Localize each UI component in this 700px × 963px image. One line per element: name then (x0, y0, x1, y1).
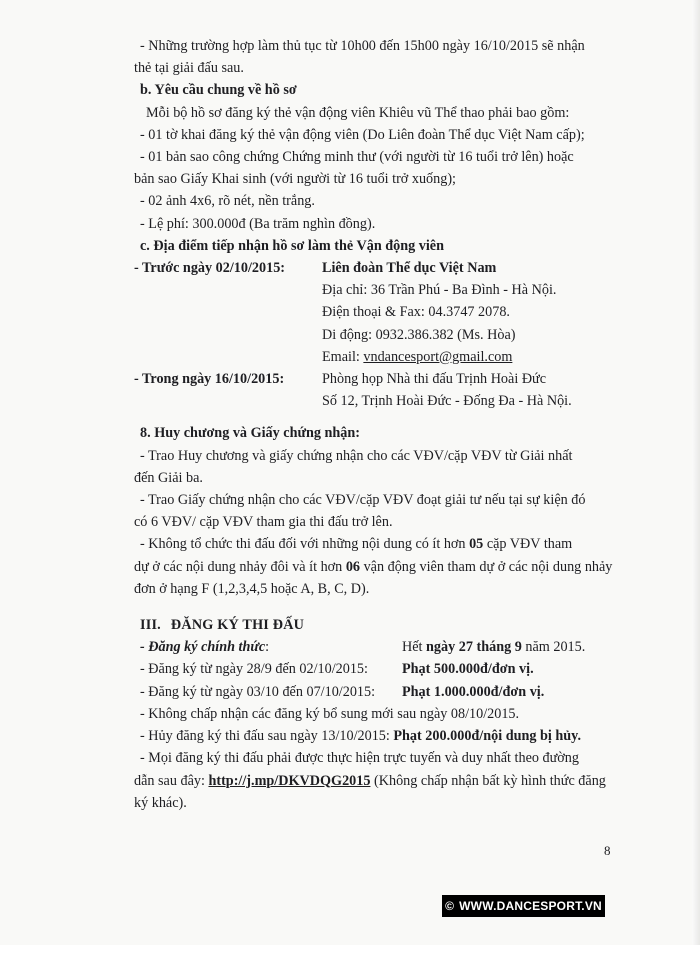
certificates-line-2: có 6 VĐV/ cặp VĐV tham gia thi đấu trở lên. (134, 514, 393, 531)
minimum-rule-line-2 (134, 556, 614, 578)
page-edge-shadow (692, 0, 700, 963)
late-registration-2-row (134, 681, 614, 703)
section-8-heading: 8. Huy chương và Giấy chứng nhận: (140, 425, 361, 442)
online-registration-line-2 (134, 770, 614, 792)
online-registration-suffix: (Không chấp nhận bất kỳ hình thức đăng (370, 772, 606, 789)
cancellation-label: - Hủy đăng ký thi đấu sau ngày 13/10/2015: (140, 728, 394, 745)
minimum-rule-line-3: đơn ở hạng F (1,2,3,4,5 hoặc A, B, C, D). (134, 580, 370, 597)
late-registration-2-label: - Đăng ký từ ngày 03/10 đến 07/10/2015: (140, 683, 376, 700)
federation-address: Địa chỉ: 36 Trần Phú - Ba Đình - Hà Nội. (322, 282, 557, 299)
minimum-pairs-count: 05 (469, 536, 484, 553)
deadline-day: ngày 27 (426, 639, 473, 656)
intro-line-1: - Những trường hợp làm thủ tục từ 10h00 đến 15h00 ngày 16/10/2015 sẽ nhận (140, 38, 585, 54)
medals-line-2: đến Giải ba. (134, 469, 203, 486)
page-number: 8 (604, 843, 611, 858)
section-c-heading: c. Địa điểm tiếp nhận hồ sơ làm thẻ Vận động viên (140, 237, 444, 254)
official-registration-label (134, 636, 396, 658)
section-b-intro: Mỗi bộ hồ sơ đăng ký thẻ vận động viên Khiêu vũ Thể thao phải bao gồm: (146, 104, 570, 121)
watermark-badge (442, 895, 605, 917)
federation-email-line (134, 346, 614, 368)
minimum-rule-text-d: vận động viên tham dự ở các nội dung nhảy (360, 558, 613, 575)
minimum-solo-count: 06 (345, 558, 361, 575)
section-3-heading (140, 614, 614, 636)
page-bottom-margin (0, 945, 700, 963)
section-b-item-2-line-1: - 01 bản sao công chứng Chứng minh thư (với người từ 16 tuổi trở lên) hoặc (140, 149, 574, 166)
section-b-item-2-line-2: bản sao Giấy Khai sinh (với người từ 16 tuổi trở xuống); (134, 171, 456, 188)
before-date-row (134, 257, 614, 279)
official-deadline (396, 636, 585, 658)
online-registration-line-3: ký khác). (134, 794, 187, 811)
official-label-text: - Đăng ký chính thức (140, 639, 266, 656)
copyright-icon: © (445, 899, 455, 913)
before-date-label: - Trước ngày 02/10/2015: (134, 260, 286, 277)
cancellation-fine: Phạt 200.000đ/nội dung bị hủy. (393, 728, 582, 745)
intro-line-2: thẻ tại giải đấu sau. (134, 60, 244, 77)
document-body (134, 35, 614, 814)
registration-link[interactable]: http://j.mp/DKVDQG2015 (208, 772, 371, 789)
section-3-title: ĐĂNG KÝ THI ĐẤU (170, 617, 305, 634)
section-b-item-3: - 02 ảnh 4x6, rõ nét, nền trắng. (140, 193, 315, 210)
official-label-colon: : (265, 639, 270, 656)
section-3-number: III. (140, 617, 161, 634)
email-link[interactable]: vndancesport@gmail.com (363, 348, 513, 365)
during-date-address: Số 12, Trịnh Hoài Đức - Đống Đa - Hà Nội. (322, 393, 572, 410)
watermark-text: WWW.DANCESPORT.VN (459, 899, 602, 913)
deadline-month: tháng 9 (472, 639, 522, 656)
minimum-rule-text-a: - Không tổ chức thi đấu đối với những nội dung có ít hơn (140, 536, 470, 553)
online-registration-prefix: dẫn sau đây: (134, 772, 209, 789)
late-registration-2-fine: Phạt 1.000.000đ/đơn vị. (402, 683, 545, 700)
late-registration-1-row (134, 658, 614, 680)
section-b-item-4: - Lệ phí: 300.000đ (Ba trăm nghìn đồng). (140, 215, 376, 232)
deadline-prefix: Hết (402, 639, 427, 656)
during-date-place: Phòng họp Nhà thi đấu Trịnh Hoài Đức (322, 371, 547, 388)
cancellation-rule (134, 725, 614, 747)
no-additional-registration: - Không chấp nhận các đăng ký bổ sung mới sau ngày 08/10/2015. (140, 705, 520, 722)
medals-line-1: - Trao Huy chương và giấy chứng nhận cho các VĐV/cặp VĐV từ Giải nhất (140, 447, 573, 464)
section-b-item-1: - 01 tờ khai đăng ký thẻ vận động viên (Do Liên đoàn Thể dục Việt Nam cấp); (140, 126, 585, 143)
during-date-row (134, 368, 614, 390)
minimum-rule-line-1 (134, 533, 614, 555)
online-registration-line-1: - Mọi đăng ký thi đấu phải được thực hiện trực tuyến và duy nhất theo đường (140, 750, 579, 767)
late-registration-1-label: - Đăng ký từ ngày 28/9 đến 02/10/2015: (140, 661, 368, 678)
before-date-org: Liên đoàn Thể dục Việt Nam (322, 260, 497, 277)
email-label: Email: (322, 348, 364, 365)
late-registration-1-fine: Phạt 500.000đ/đơn vị. (402, 661, 534, 678)
federation-phone: Điện thoại & Fax: 04.3747 2078. (322, 304, 510, 321)
minimum-rule-text-b: cặp VĐV tham (483, 536, 573, 553)
deadline-year: năm 2015. (521, 639, 586, 656)
during-date-label: - Trong ngày 16/10/2015: (134, 371, 285, 388)
official-registration-row (134, 636, 614, 658)
section-b-heading: b. Yêu cầu chung về hồ sơ (140, 82, 297, 99)
certificates-line-1: - Trao Giấy chứng nhận cho các VĐV/cặp VĐV đoạt giải tư nếu tại sự kiện đó (140, 492, 586, 509)
federation-mobile: Di động: 0932.386.382 (Ms. Hòa) (322, 326, 516, 343)
minimum-rule-text-c: dự ở các nội dung nhảy đôi và ít hơn (134, 558, 346, 575)
